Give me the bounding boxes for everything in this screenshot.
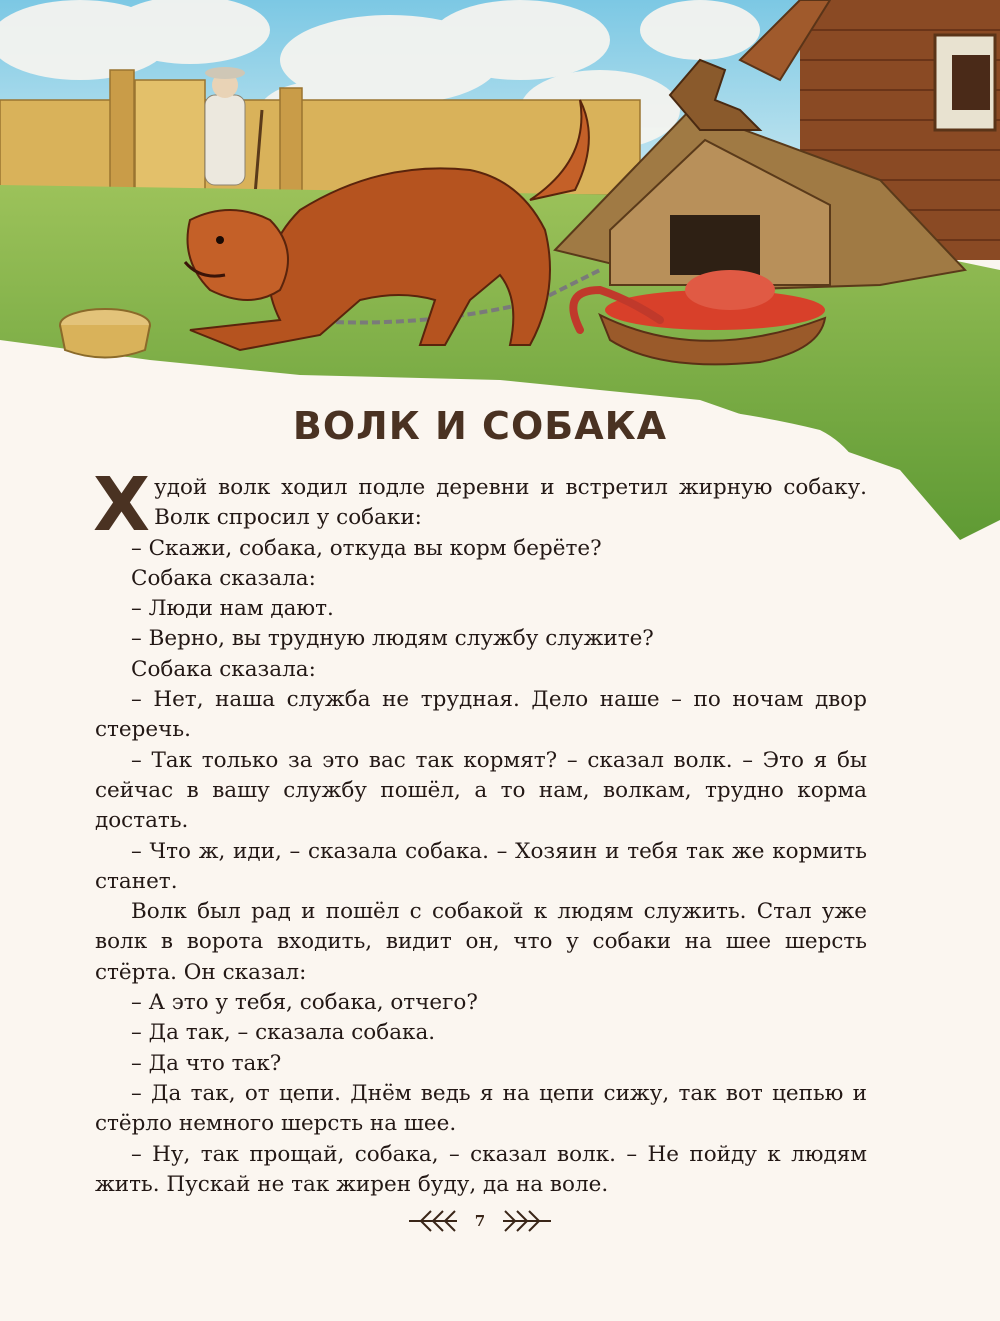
story-paragraph: – Скажи, собака, откуда вы корм берёте? [131,535,602,561]
drop-cap: Х [93,462,151,548]
wheat-ornament-left-icon [407,1208,459,1234]
story-paragraph: – Так только за это вас так кормят? – сказал волк. – Это я бы сейчас в вашу службу пошёл, а то нам, волкам, трудно корма достать. [95,747,867,834]
story-paragraph: – А это у тебя, собака, отчего? [131,990,478,1016]
page-number: 7 [474,1212,486,1230]
story-paragraph: Волк был рад и пошёл с собакой к людям служить. Стал уже волк в ворота входить, видит он, что у собаки на шее шерсть стёрта. Он сказал: [95,899,867,985]
story-paragraph: – Люди нам дают. [131,596,334,622]
page-footer [0,1203,960,1239]
story-paragraph: – Ну, так прощай, собака, – сказал волк. – Не пойду к людям жить. Пускай не так жирен буду, да на воле. [95,1141,867,1197]
story-paragraph: Собака сказала: [131,656,316,682]
page-title: ВОЛК И СОБАКА [292,404,668,448]
story-paragraph: – Да что так? [131,1050,282,1076]
story-paragraph: – Да так, – сказала собака. [131,1020,436,1046]
wheat-ornament-right-icon [501,1208,553,1234]
story-text [93,462,867,1200]
story-paragraph: – Нет, наша служба не трудная. Дело наше – по ночам двор стеречь. [95,687,867,743]
story-paragraph: – Верно, вы трудную людям службу служите? [131,626,654,652]
story-paragraph: Худой волк ходил подле деревни и встретил жирную собаку. Волк спросил у собаки: [93,462,867,548]
story-paragraph: – Что ж, иди, – сказала собака. – Хозяин и тебя так же кормить станет. [95,838,867,894]
water-bowl [60,309,150,358]
story-paragraph: Собака сказала: [131,565,316,591]
story-paragraph: – Да так, от цепи. Днём ведь я на цепи сижу, так вот цепью и стёрло немного шерсть на шее. [95,1080,867,1137]
